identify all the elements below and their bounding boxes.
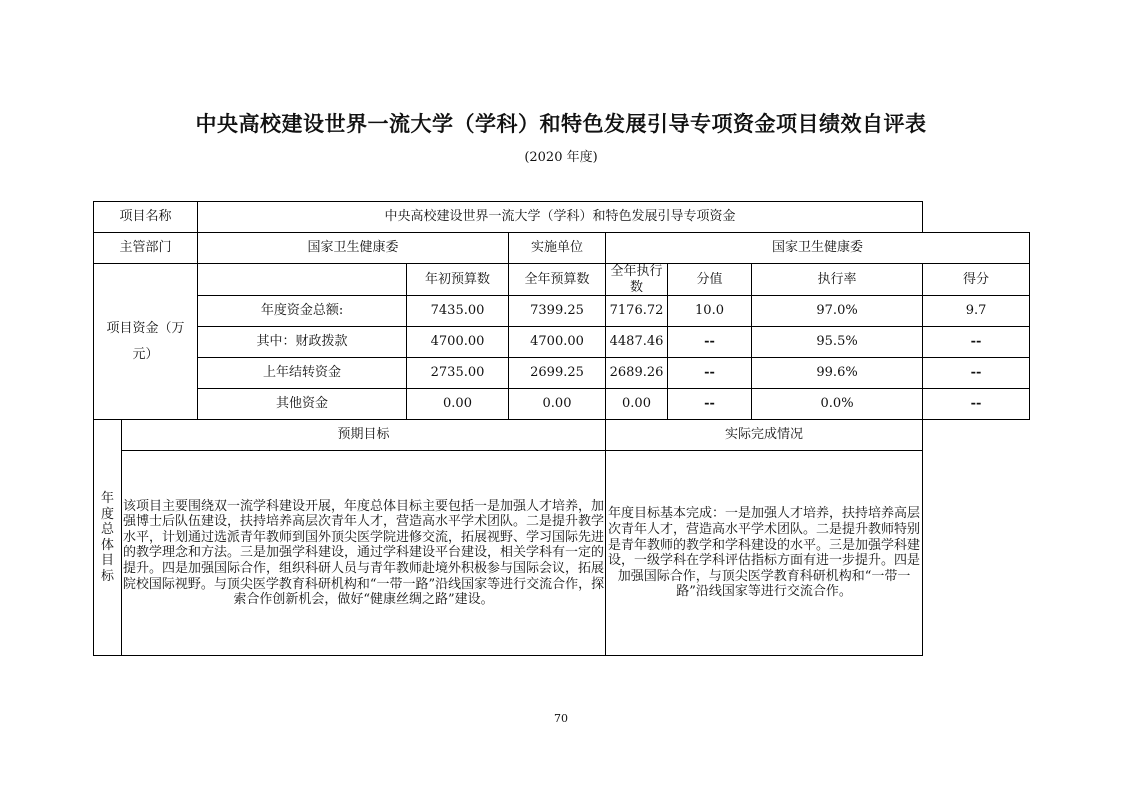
funds-header-row <box>94 264 1030 296</box>
funds-row <box>94 327 1030 358</box>
funds-header-blank <box>198 264 407 296</box>
funds-row-label: 年度资金总额: <box>198 296 407 327</box>
funds-executed: 2689.26 <box>606 358 668 389</box>
impl-value: 国家卫生健康委 <box>606 233 1030 264</box>
funds-rate: 97.0% <box>752 296 923 327</box>
funds-row-label: 上年结转资金 <box>198 358 407 389</box>
dept-label: 主管部门 <box>94 233 198 264</box>
funds-score: -- <box>923 358 1030 389</box>
funds-rate: 95.5% <box>752 327 923 358</box>
funds-score: -- <box>923 389 1030 420</box>
funds-annual: 4700.00 <box>509 327 606 358</box>
funds-label <box>94 264 198 420</box>
actual-result-text: 年度目标基本完成：一是加强人才培养，扶持培养高层次青年人才，营造高水平学术团队。二是提升教师特别是青年教师的教学和学科建设的水平。三是加强学科建设，一级学科在学科评估指标方面有进一步提升。四是加强国际合作，与顶尖医学教育科研机构和“一带一路”沿线国家等进行交流合作。 <box>606 451 923 656</box>
funds-executed: 7176.72 <box>606 296 668 327</box>
funds-score-value: 10.0 <box>668 296 752 327</box>
header-rate: 执行率 <box>752 264 923 296</box>
funds-initial: 2735.00 <box>407 358 509 389</box>
funds-score-value: -- <box>668 358 752 389</box>
goals-content-row <box>94 451 1030 656</box>
funds-row <box>94 389 1030 420</box>
header-executed: 全年执行数 <box>606 264 668 296</box>
goals-side-label: 年 度 总 体 目 标 <box>94 420 122 656</box>
header-initial: 年初预算数 <box>407 264 509 296</box>
expected-goal-header: 预期目标 <box>122 420 606 451</box>
funds-initial: 4700.00 <box>407 327 509 358</box>
funds-initial: 0.00 <box>407 389 509 420</box>
funds-initial: 7435.00 <box>407 296 509 327</box>
funds-label-text: 项目资金（万元） <box>106 320 185 362</box>
project-name-value: 中央高校建设世界一流大学（学科）和特色发展引导专项资金 <box>198 202 923 233</box>
funds-annual: 2699.25 <box>509 358 606 389</box>
funds-score: -- <box>923 327 1030 358</box>
actual-result-header: 实际完成情况 <box>606 420 923 451</box>
funds-score-value: -- <box>668 389 752 420</box>
goals-header-row <box>94 420 1030 451</box>
evaluation-table <box>93 201 1030 656</box>
funds-row-label: 其他资金 <box>198 389 407 420</box>
funds-rate: 99.6% <box>752 358 923 389</box>
funds-score: 9.7 <box>923 296 1030 327</box>
funds-row <box>94 358 1030 389</box>
header-score: 得分 <box>923 264 1030 296</box>
funds-annual: 0.00 <box>509 389 606 420</box>
funds-rate: 0.0% <box>752 389 923 420</box>
funds-row-label: 其中：财政拨款 <box>198 327 407 358</box>
funds-score-value: -- <box>668 327 752 358</box>
expected-goal-text: 该项目主要围绕双一流学科建设开展，年度总体目标主要包括一是加强人才培养，加强博士后队伍建设，扶持培养高层次青年人才，营造高水平学术团队。二是提升教学水平，计划通过选派青年教师到国外顶尖医学院进修交流，拓展视野、学习国际先进的教学理念和方法。三是加强学科建设，通过学科建设平台建设，相关学科有一定的提升。四是加强国际合作，组织科研人员与青年教师赴境外积极参与国际会议，拓展院校国际视野。与顶尖医学教育科研机构和“一带一路”沿线国家等进行交流合作，探索合作创新机会，做好“健康丝绸之路”建设。 <box>122 451 606 656</box>
project-name-label: 项目名称 <box>94 202 198 233</box>
dept-value: 国家卫生健康委 <box>198 233 509 264</box>
header-annual: 全年预算数 <box>509 264 606 296</box>
funds-annual: 7399.25 <box>509 296 606 327</box>
department-row <box>94 233 1030 264</box>
impl-label: 实施单位 <box>509 233 606 264</box>
header-score-value: 分值 <box>668 264 752 296</box>
page-number: 70 <box>554 712 568 725</box>
year-subtitle: (2020 年度) <box>524 150 598 165</box>
funds-row <box>94 296 1030 327</box>
funds-executed: 0.00 <box>606 389 668 420</box>
funds-executed: 4487.46 <box>606 327 668 358</box>
project-name-row <box>94 202 1030 233</box>
page-title: 中央高校建设世界一流大学（学科）和特色发展引导专项资金项目绩效自评表 <box>195 112 927 136</box>
